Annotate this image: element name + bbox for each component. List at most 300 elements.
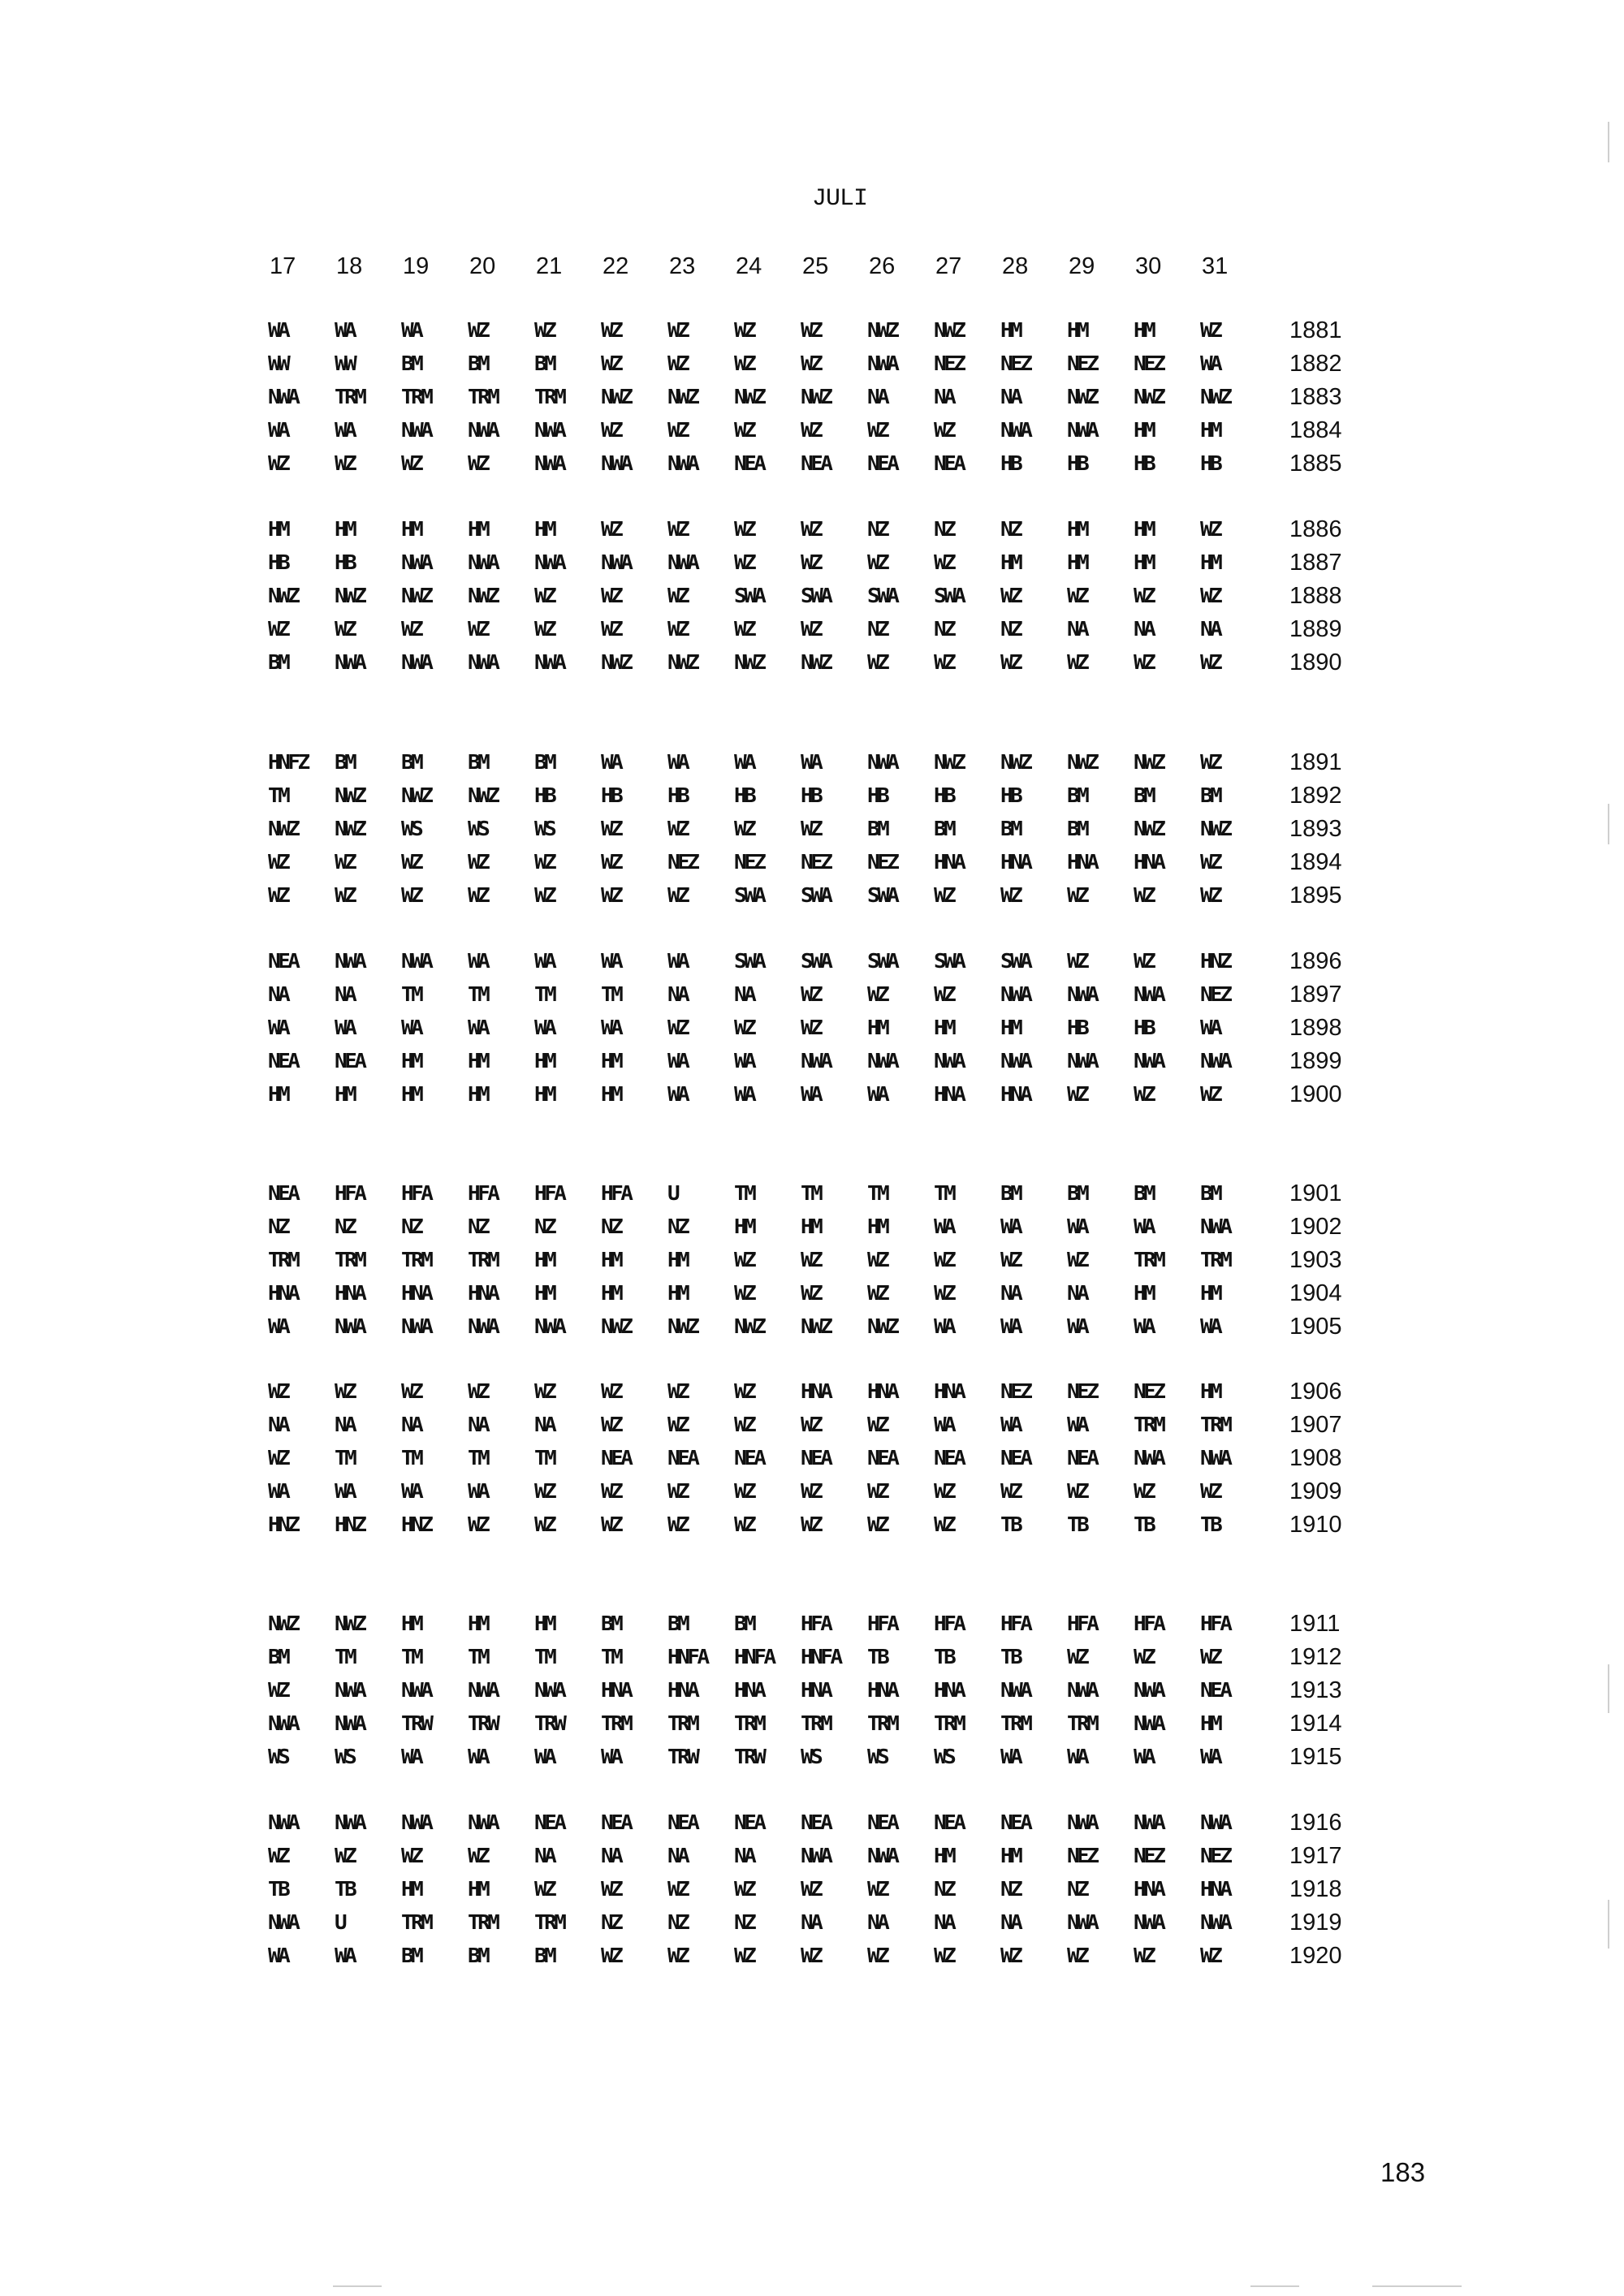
- table-cell: HFA: [1200, 1612, 1230, 1636]
- table-cell: NEZ: [1134, 1845, 1164, 1868]
- table-cell: NWA: [867, 1050, 897, 1073]
- table-cell: WZ: [1067, 651, 1087, 675]
- table-cell: NZ: [268, 1215, 288, 1239]
- table-cell: BM: [601, 1612, 621, 1636]
- table-cell: NA: [934, 386, 954, 409]
- table-cell: NEA: [534, 1811, 564, 1835]
- table-cell: NA: [734, 983, 754, 1007]
- table-cell: WZ: [934, 551, 954, 575]
- year-label: 1894: [1289, 849, 1342, 875]
- table-cell: WZ: [401, 618, 421, 641]
- table-cell: WZ: [601, 319, 621, 343]
- table-cell: WZ: [468, 1845, 488, 1868]
- scan-mark: [1608, 1664, 1609, 1713]
- table-cell: HB: [1067, 452, 1087, 476]
- table-cell: HM: [534, 1083, 555, 1107]
- table-cell: NA: [534, 1413, 555, 1437]
- day-header: 24: [736, 253, 762, 279]
- table-cell: NWA: [468, 1315, 498, 1339]
- table-cell: WZ: [534, 1380, 555, 1404]
- table-cell: WW: [335, 352, 355, 376]
- table-cell: HB: [867, 784, 888, 808]
- table-cell: NZ: [468, 1215, 488, 1239]
- table-cell: WA: [667, 950, 688, 973]
- table-cell: NZ: [601, 1215, 621, 1239]
- table-cell: NWZ: [468, 784, 498, 808]
- year-label: 1915: [1289, 1744, 1342, 1770]
- table-cell: TRM: [734, 1712, 764, 1736]
- table-cell: WA: [468, 1016, 488, 1040]
- table-cell: SWA: [801, 950, 831, 973]
- day-header: 19: [403, 253, 430, 279]
- table-cell: WZ: [1067, 950, 1087, 973]
- table-cell: TRW: [401, 1712, 431, 1736]
- table-cell: WS: [801, 1746, 821, 1769]
- table-cell: WZ: [734, 1944, 754, 1968]
- table-cell: NA: [801, 1911, 821, 1935]
- table-cell: BM: [1200, 784, 1220, 808]
- month-title: JULI: [812, 185, 868, 213]
- table-cell: HM: [1000, 551, 1021, 575]
- table-cell: HB: [1000, 784, 1021, 808]
- table-cell: WZ: [867, 419, 888, 442]
- table-cell: WA: [601, 751, 621, 775]
- table-cell: WZ: [401, 884, 421, 908]
- table-cell: BM: [401, 1944, 421, 1968]
- table-cell: HB: [801, 784, 821, 808]
- table-cell: WZ: [1134, 950, 1154, 973]
- table-cell: HNA: [268, 1282, 298, 1306]
- table-cell: NEA: [867, 1811, 897, 1835]
- table-cell: NWZ: [335, 585, 365, 608]
- table-cell: WZ: [667, 1016, 688, 1040]
- table-cell: BM: [468, 352, 488, 376]
- year-label: 1912: [1289, 1644, 1342, 1670]
- day-header: 21: [536, 253, 563, 279]
- table-cell: WZ: [667, 884, 688, 908]
- table-cell: WZ: [867, 1944, 888, 1968]
- table-cell: TRW: [534, 1712, 564, 1736]
- table-cell: WA: [1000, 1413, 1021, 1437]
- table-cell: WA: [1200, 352, 1220, 376]
- table-cell: HM: [534, 518, 555, 542]
- table-cell: HB: [1134, 452, 1154, 476]
- table-cell: HB: [335, 551, 355, 575]
- table-cell: NWA: [268, 386, 298, 409]
- table-cell: WS: [534, 818, 555, 841]
- year-label: 1900: [1289, 1081, 1342, 1107]
- table-cell: TRW: [667, 1746, 698, 1769]
- table-cell: HB: [1200, 452, 1220, 476]
- table-cell: NA: [335, 983, 355, 1007]
- table-cell: TRW: [468, 1712, 498, 1736]
- table-cell: WZ: [1067, 1249, 1087, 1272]
- table-cell: TRM: [468, 386, 498, 409]
- table-cell: TB: [1134, 1513, 1154, 1537]
- table-cell: WA: [335, 1944, 355, 1968]
- day-header: 26: [869, 253, 896, 279]
- table-cell: HNFA: [801, 1646, 840, 1669]
- table-cell: BM: [268, 651, 288, 675]
- table-cell: NA: [667, 983, 688, 1007]
- table-cell: NWZ: [934, 751, 964, 775]
- table-cell: TB: [1000, 1646, 1021, 1669]
- table-cell: NEZ: [1200, 983, 1230, 1007]
- table-cell: HNA: [934, 851, 964, 874]
- table-cell: WA: [268, 1480, 288, 1504]
- table-cell: WZ: [734, 1878, 754, 1901]
- table-cell: HFA: [468, 1182, 498, 1206]
- table-cell: BM: [401, 751, 421, 775]
- table-cell: WZ: [335, 452, 355, 476]
- year-label: 1882: [1289, 351, 1342, 377]
- table-cell: WA: [534, 950, 555, 973]
- table-cell: HFA: [1067, 1612, 1097, 1636]
- table-cell: NWA: [335, 651, 365, 675]
- year-label: 1910: [1289, 1512, 1342, 1538]
- table-cell: NWA: [401, 651, 431, 675]
- table-cell: TRM: [401, 1249, 431, 1272]
- table-cell: NWZ: [667, 1315, 698, 1339]
- table-cell: NZ: [1000, 1878, 1021, 1901]
- table-cell: HNFA: [667, 1646, 707, 1669]
- table-cell: TM: [468, 983, 488, 1007]
- table-cell: NZ: [534, 1215, 555, 1239]
- table-cell: NA: [401, 1413, 421, 1437]
- year-label: 1897: [1289, 982, 1342, 1008]
- table-cell: WS: [268, 1746, 288, 1769]
- table-cell: HM: [401, 1050, 421, 1073]
- table-cell: WZ: [268, 1380, 288, 1404]
- table-cell: WA: [934, 1315, 954, 1339]
- year-label: 1902: [1289, 1214, 1342, 1240]
- table-cell: NEA: [268, 1050, 298, 1073]
- table-cell: WA: [1000, 1215, 1021, 1239]
- table-cell: NZ: [667, 1911, 688, 1935]
- table-cell: WA: [601, 950, 621, 973]
- year-label: 1917: [1289, 1843, 1342, 1869]
- table-cell: NWA: [534, 551, 564, 575]
- table-cell: WZ: [734, 419, 754, 442]
- table-cell: HM: [667, 1282, 688, 1306]
- table-cell: NWA: [801, 1050, 831, 1073]
- table-cell: WS: [401, 818, 421, 841]
- table-cell: NWA: [335, 950, 365, 973]
- table-cell: TM: [335, 1447, 355, 1470]
- table-cell: WZ: [667, 518, 688, 542]
- table-cell: NWZ: [401, 784, 431, 808]
- table-cell: WZ: [1134, 1480, 1154, 1504]
- table-cell: WZ: [934, 419, 954, 442]
- table-cell: WZ: [468, 1513, 488, 1537]
- table-cell: WZ: [801, 352, 821, 376]
- table-cell: NWZ: [667, 651, 698, 675]
- table-cell: HM: [534, 1249, 555, 1272]
- table-cell: NWA: [1067, 983, 1097, 1007]
- table-cell: TB: [867, 1646, 888, 1669]
- table-cell: TRM: [1000, 1712, 1030, 1736]
- table-cell: HB: [1134, 1016, 1154, 1040]
- table-cell: BM: [1067, 818, 1087, 841]
- table-cell: HM: [1000, 1016, 1021, 1040]
- table-cell: WA: [734, 751, 754, 775]
- table-cell: WA: [335, 1480, 355, 1504]
- table-cell: WZ: [1000, 884, 1021, 908]
- table-cell: BM: [534, 751, 555, 775]
- table-cell: NWA: [268, 1811, 298, 1835]
- table-cell: NWZ: [734, 651, 764, 675]
- year-label: 1896: [1289, 948, 1342, 974]
- table-cell: WZ: [934, 884, 954, 908]
- table-cell: NWZ: [934, 319, 964, 343]
- table-cell: SWA: [734, 585, 764, 608]
- table-cell: HM: [1067, 551, 1087, 575]
- table-cell: SWA: [801, 884, 831, 908]
- table-cell: NZ: [867, 618, 888, 641]
- year-label: 1890: [1289, 650, 1342, 675]
- table-cell: HNFA: [734, 1646, 774, 1669]
- table-cell: BM: [534, 1944, 555, 1968]
- table-cell: WZ: [601, 1380, 621, 1404]
- table-cell: WZ: [1067, 1646, 1087, 1669]
- table-cell: WA: [401, 319, 421, 343]
- year-label: 1893: [1289, 816, 1342, 842]
- table-cell: TRM: [335, 386, 365, 409]
- table-cell: WZ: [1200, 1480, 1220, 1504]
- table-cell: NWA: [667, 452, 698, 476]
- table-cell: WZ: [801, 1878, 821, 1901]
- table-cell: BM: [534, 352, 555, 376]
- table-cell: WZ: [867, 551, 888, 575]
- table-cell: WS: [867, 1746, 888, 1769]
- table-cell: WZ: [534, 884, 555, 908]
- table-cell: HFA: [934, 1612, 964, 1636]
- table-cell: WZ: [801, 518, 821, 542]
- table-cell: NWA: [468, 419, 498, 442]
- table-cell: HM: [268, 1083, 288, 1107]
- table-cell: WZ: [667, 1413, 688, 1437]
- table-cell: NWZ: [867, 319, 897, 343]
- table-cell: WA: [667, 1050, 688, 1073]
- table-cell: HM: [867, 1016, 888, 1040]
- table-cell: NEA: [734, 452, 764, 476]
- table-cell: WS: [335, 1746, 355, 1769]
- table-cell: NZ: [1067, 1878, 1087, 1901]
- table-cell: TRM: [534, 1911, 564, 1935]
- table-cell: NEA: [1000, 1447, 1030, 1470]
- year-label: 1903: [1289, 1247, 1342, 1273]
- table-cell: WA: [468, 950, 488, 973]
- table-cell: WZ: [867, 1513, 888, 1537]
- table-cell: NWZ: [335, 818, 365, 841]
- table-cell: BM: [468, 751, 488, 775]
- table-cell: HM: [801, 1215, 821, 1239]
- table-cell: HM: [734, 1215, 754, 1239]
- table-cell: WZ: [534, 851, 555, 874]
- table-cell: WZ: [734, 352, 754, 376]
- table-cell: NA: [268, 983, 288, 1007]
- year-label: 1916: [1289, 1810, 1342, 1836]
- table-cell: NA: [734, 1845, 754, 1868]
- table-cell: WA: [801, 751, 821, 775]
- table-cell: NWZ: [601, 386, 631, 409]
- table-cell: WZ: [1067, 1480, 1087, 1504]
- year-label: 1898: [1289, 1015, 1342, 1041]
- table-cell: WZ: [1134, 884, 1154, 908]
- year-label: 1909: [1289, 1478, 1342, 1504]
- table-cell: HNA: [1134, 851, 1164, 874]
- table-cell: WA: [1134, 1746, 1154, 1769]
- table-cell: WZ: [801, 818, 821, 841]
- year-label: 1881: [1289, 317, 1342, 343]
- scan-mark: [1608, 122, 1609, 162]
- table-cell: NWA: [468, 551, 498, 575]
- table-cell: HM: [601, 1249, 621, 1272]
- table-cell: HNA: [867, 1679, 897, 1703]
- table-cell: WZ: [1067, 585, 1087, 608]
- table-cell: WZ: [268, 1447, 288, 1470]
- table-cell: WZ: [335, 851, 355, 874]
- year-label: 1914: [1289, 1711, 1342, 1737]
- table-cell: NWA: [601, 452, 631, 476]
- table-cell: WA: [401, 1746, 421, 1769]
- table-cell: WZ: [801, 1944, 821, 1968]
- table-cell: NWA: [934, 1050, 964, 1073]
- table-cell: NEA: [801, 452, 831, 476]
- table-cell: NA: [1000, 386, 1021, 409]
- table-cell: NWZ: [1067, 751, 1097, 775]
- table-cell: TB: [1000, 1513, 1021, 1537]
- table-cell: WZ: [1000, 1249, 1021, 1272]
- table-cell: HNA: [468, 1282, 498, 1306]
- table-cell: HM: [1200, 419, 1220, 442]
- table-cell: NWA: [801, 1845, 831, 1868]
- table-cell: WZ: [734, 1413, 754, 1437]
- table-cell: HM: [401, 1878, 421, 1901]
- table-cell: WA: [268, 319, 288, 343]
- table-cell: WZ: [1134, 585, 1154, 608]
- day-header: 17: [270, 253, 296, 279]
- table-cell: NEA: [734, 1447, 764, 1470]
- table-cell: WZ: [268, 851, 288, 874]
- table-cell: SWA: [734, 950, 764, 973]
- table-cell: NWA: [1067, 1679, 1097, 1703]
- table-cell: NEA: [601, 1811, 631, 1835]
- table-cell: NWA: [335, 1811, 365, 1835]
- table-cell: SWA: [934, 950, 964, 973]
- table-cell: WZ: [1000, 1480, 1021, 1504]
- table-cell: WZ: [1200, 585, 1220, 608]
- table-cell: WA: [601, 1746, 621, 1769]
- day-header: 20: [469, 253, 496, 279]
- table-cell: WA: [1000, 1746, 1021, 1769]
- table-cell: WZ: [335, 618, 355, 641]
- table-cell: NWA: [468, 1679, 498, 1703]
- table-cell: WA: [335, 419, 355, 442]
- table-cell: WZ: [801, 1480, 821, 1504]
- table-cell: TRM: [867, 1712, 897, 1736]
- table-cell: WZ: [867, 1480, 888, 1504]
- table-cell: WA: [801, 1083, 821, 1107]
- table-cell: WZ: [801, 551, 821, 575]
- table-cell: WZ: [867, 1249, 888, 1272]
- table-cell: WZ: [934, 651, 954, 675]
- table-cell: HM: [1067, 319, 1087, 343]
- table-cell: WZ: [667, 818, 688, 841]
- table-cell: HM: [335, 518, 355, 542]
- table-cell: WA: [1200, 1746, 1220, 1769]
- table-cell: HM: [601, 1282, 621, 1306]
- table-cell: NA: [1200, 618, 1220, 641]
- table-cell: HNA: [867, 1380, 897, 1404]
- table-cell: BM: [268, 1646, 288, 1669]
- table-cell: HM: [335, 1083, 355, 1107]
- table-cell: WA: [667, 751, 688, 775]
- table-cell: WA: [1134, 1215, 1154, 1239]
- table-cell: WZ: [667, 1878, 688, 1901]
- table-cell: WZ: [867, 1878, 888, 1901]
- table-cell: WZ: [801, 618, 821, 641]
- table-cell: TRM: [601, 1712, 631, 1736]
- table-cell: NZ: [335, 1215, 355, 1239]
- table-cell: WZ: [1200, 319, 1220, 343]
- table-cell: BM: [1134, 1182, 1154, 1206]
- table-cell: TRM: [1134, 1249, 1164, 1272]
- table-cell: WZ: [1200, 751, 1220, 775]
- year-label: 1891: [1289, 749, 1342, 775]
- table-cell: WA: [268, 419, 288, 442]
- table-cell: TB: [1067, 1513, 1087, 1537]
- table-cell: NA: [1067, 1282, 1087, 1306]
- table-cell: TRM: [534, 386, 564, 409]
- table-cell: NA: [867, 1911, 888, 1935]
- table-cell: WZ: [734, 551, 754, 575]
- table-cell: WZ: [801, 1282, 821, 1306]
- table-cell: WZ: [734, 1513, 754, 1537]
- table-cell: HNA: [801, 1679, 831, 1703]
- table-cell: WZ: [934, 1282, 954, 1306]
- table-cell: WZ: [1200, 884, 1220, 908]
- table-cell: BM: [1000, 1182, 1021, 1206]
- table-cell: HB: [734, 784, 754, 808]
- table-cell: WZ: [601, 585, 621, 608]
- table-cell: NEZ: [667, 851, 698, 874]
- table-cell: WZ: [534, 1480, 555, 1504]
- table-cell: NWA: [534, 651, 564, 675]
- table-cell: BM: [1067, 784, 1087, 808]
- table-cell: WZ: [1000, 1944, 1021, 1968]
- table-cell: WZ: [734, 518, 754, 542]
- table-cell: WZ: [601, 818, 621, 841]
- table-cell: WA: [335, 1016, 355, 1040]
- table-cell: TRM: [667, 1712, 698, 1736]
- table-cell: WZ: [667, 585, 688, 608]
- table-cell: SWA: [801, 585, 831, 608]
- table-cell: HB: [1067, 1016, 1087, 1040]
- table-cell: HFA: [401, 1182, 431, 1206]
- table-cell: NEZ: [1134, 1380, 1164, 1404]
- table-cell: WZ: [867, 1413, 888, 1437]
- table-cell: WA: [1067, 1215, 1087, 1239]
- table-cell: NWA: [1134, 1050, 1164, 1073]
- scan-mark: [333, 2285, 382, 2287]
- table-cell: TM: [401, 1447, 421, 1470]
- table-cell: NEA: [335, 1050, 365, 1073]
- table-cell: TRM: [1200, 1249, 1230, 1272]
- table-cell: WZ: [934, 983, 954, 1007]
- table-cell: NZ: [934, 618, 954, 641]
- table-cell: WZ: [667, 618, 688, 641]
